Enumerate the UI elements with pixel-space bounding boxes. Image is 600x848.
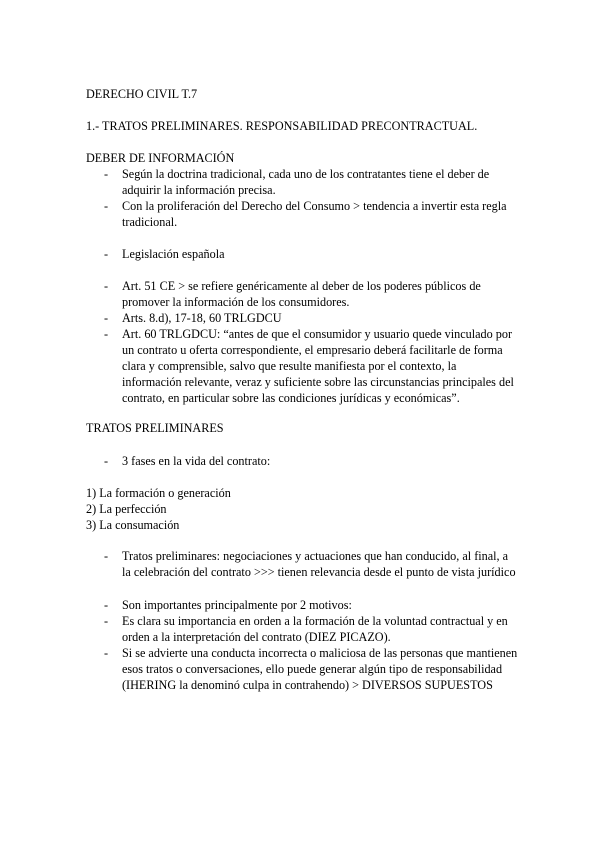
tratos-heading: TRATOS PRELIMINARES	[86, 421, 224, 435]
deber-b6-l4: información relevante, veraz y suficiente sobre las circunstancias principales del	[122, 375, 514, 389]
bullet-dash: -	[104, 311, 109, 325]
bullet-dash: -	[104, 454, 109, 468]
bullet-dash: -	[104, 167, 109, 181]
tratos-b4-l1: Si se advierte una conducta incorrecta o maliciosa de las personas que mantienen	[122, 646, 518, 660]
deber-b6-l2: un contrato u oferta correspondiente, el empresario deberá facilitarle de forma	[122, 343, 503, 357]
tratos-b4-l2: esos tratos o conversaciones, ello puede generar algún tipo de responsabilidad	[122, 662, 503, 676]
tratos-b4-l3: (IHERING la denominó culpa in contrahendo) > DIVERSOS SUPUESTOS	[122, 678, 493, 692]
bullet-dash: -	[104, 327, 109, 341]
tratos-b1-l2: la celebración del contrato >>> tienen relevancia desde el punto de vista jurídico	[122, 565, 516, 579]
phase-item: 3) La consumación	[86, 518, 180, 532]
deber-b1-l2: adquirir la información precisa.	[122, 183, 276, 197]
section-heading: 1.- TRATOS PRELIMINARES. RESPONSABILIDAD PRECONTRACTUAL.	[86, 119, 478, 133]
deber-b6-l1: Art. 60 TRLGDCU: “antes de que el consumidor y usuario quede vinculado por	[122, 327, 513, 341]
document-title: DERECHO CIVIL T.7	[86, 87, 198, 101]
deber-b1-l1: Según la doctrina tradicional, cada uno de los contratantes tiene el deber de	[122, 167, 490, 181]
bullet-dash: -	[104, 646, 109, 660]
deber-b6-l5: contrato, en particular sobre las condiciones jurídicas y económicas”.	[122, 391, 460, 405]
deber-b4-l2: promover la información de los consumidores.	[122, 295, 350, 309]
deber-b3-l1: Legislación española	[122, 247, 225, 261]
deber-b2-l1: Con la proliferación del Derecho del Consumo > tendencia a invertir esta regla	[122, 199, 507, 213]
phase-item: 2) La perfección	[86, 502, 167, 516]
bullet-dash: -	[104, 247, 109, 261]
deber-heading: DEBER DE INFORMACIÓN	[86, 151, 235, 165]
phase-item: 1) La formación o generación	[86, 486, 231, 500]
bullet-dash: -	[104, 598, 109, 612]
bullet-dash: -	[104, 614, 109, 628]
tratos-b3-l1: Es clara su importancia en orden a la formación de la voluntad contractual y en	[122, 614, 508, 628]
tratos-b3-l2: orden a la interpretación del contrato (DIEZ PICAZO).	[122, 630, 391, 644]
tratos-intro: 3 fases en la vida del contrato:	[122, 454, 271, 468]
bullet-dash: -	[104, 279, 109, 293]
tratos-b2-l1: Son importantes principalmente por 2 motivos:	[122, 598, 352, 612]
deber-b4-l1: Art. 51 CE > se refiere genéricamente al deber de los poderes públicos de	[122, 279, 481, 293]
bullet-dash: -	[104, 549, 109, 563]
deber-b2-l2: tradicional.	[122, 215, 178, 229]
deber-b5-l1: Arts. 8.d), 17-18, 60 TRLGDCU	[122, 311, 282, 325]
deber-b6-l3: clara y comprensible, salvo que resulte manifiesta por el contexto, la	[122, 359, 457, 373]
bullet-dash: -	[104, 199, 109, 213]
tratos-b1-l1: Tratos preliminares: negociaciones y actuaciones que han conducido, al final, a	[122, 549, 509, 563]
